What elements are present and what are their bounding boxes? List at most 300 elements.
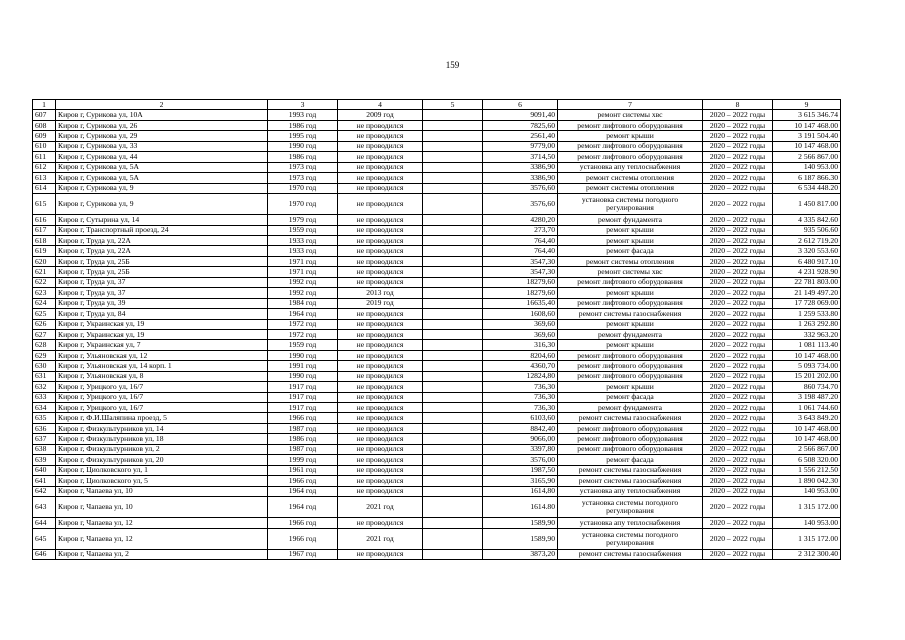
work-type-cell: ремонт системы газоснабжения [558, 549, 703, 559]
address-cell: Киров г, Сурикова ул, 9 [56, 183, 268, 193]
cost-cell: 1 061 744.60 [773, 403, 841, 413]
table-row [33, 309, 841, 319]
build-year-cell: 1917 год [268, 403, 338, 413]
col-5-cell [423, 215, 483, 225]
last-repair-year-cell: не проводился [338, 371, 423, 381]
last-repair-year-cell: не проводился [338, 131, 423, 141]
col-5-cell [423, 496, 483, 517]
col-5-cell [423, 319, 483, 329]
work-type-cell: установка апу теплоснабжения [558, 486, 703, 496]
table-row [33, 382, 841, 392]
cost-cell: 1 081 113.40 [773, 340, 841, 350]
address-cell: Киров г, Сурикова ул, 29 [56, 131, 268, 141]
address-cell: Киров г, Украинская ул, 19 [56, 319, 268, 329]
cost-cell: 3 198 487.20 [773, 392, 841, 402]
last-repair-year-cell: не проводился [338, 455, 423, 465]
period-cell: 2020 – 2022 годы [703, 382, 773, 392]
period-cell: 2020 – 2022 годы [703, 193, 773, 214]
col-5-cell [423, 382, 483, 392]
cost-cell: 2 312 300.40 [773, 549, 841, 559]
build-year-cell: 1992 год [268, 277, 338, 287]
period-cell: 2020 – 2022 годы [703, 173, 773, 183]
row-number-cell: 631 [33, 371, 56, 381]
table-row [33, 340, 841, 350]
build-year-cell: 1966 год [268, 476, 338, 486]
work-type-cell: ремонт крыши [558, 131, 703, 141]
col-5-cell [423, 152, 483, 162]
last-repair-year-cell: не проводился [338, 392, 423, 402]
table-row [33, 319, 841, 329]
area-cell: 3397,80 [483, 444, 558, 454]
address-cell: Киров г, Сурикова ул, 5А [56, 173, 268, 183]
last-repair-year-cell: не проводился [338, 120, 423, 130]
period-cell: 2020 – 2022 годы [703, 141, 773, 151]
cost-cell: 1 263 292.80 [773, 319, 841, 329]
row-number-cell: 636 [33, 423, 56, 433]
work-type-cell: ремонт системы отопления [558, 173, 703, 183]
area-cell: 3576,60 [483, 193, 558, 214]
work-type-cell: ремонт фасада [558, 455, 703, 465]
col-5-cell [423, 288, 483, 298]
table-row [33, 298, 841, 308]
area-cell: 9091,40 [483, 110, 558, 120]
work-type-cell: ремонт лифтового оборудования [558, 152, 703, 162]
area-cell: 1614.80 [483, 496, 558, 517]
period-cell: 2020 – 2022 годы [703, 215, 773, 225]
area-cell: 12824,80 [483, 371, 558, 381]
cost-cell: 2 612 719.20 [773, 236, 841, 246]
row-number-cell: 626 [33, 319, 56, 329]
work-type-cell: ремонт лифтового оборудования [558, 277, 703, 287]
last-repair-year-cell: не проводился [338, 350, 423, 360]
last-repair-year-cell: не проводился [338, 361, 423, 371]
area-cell: 369,60 [483, 329, 558, 339]
work-type-cell: ремонт фундамента [558, 403, 703, 413]
header-cell: 7 [558, 100, 703, 110]
table-row [33, 455, 841, 465]
area-cell: 3386,90 [483, 162, 558, 172]
table-row [33, 131, 841, 141]
col-5-cell [423, 173, 483, 183]
area-cell: 3714,50 [483, 152, 558, 162]
period-cell: 2020 – 2022 годы [703, 371, 773, 381]
last-repair-year-cell: не проводился [338, 329, 423, 339]
build-year-cell: 1917 год [268, 392, 338, 402]
work-type-cell: ремонт лифтового оборудования [558, 423, 703, 433]
last-repair-year-cell: не проводился [338, 267, 423, 277]
period-cell: 2020 – 2022 годы [703, 309, 773, 319]
cost-cell: 332 963.20 [773, 329, 841, 339]
row-number-cell: 623 [33, 288, 56, 298]
last-repair-year-cell: не проводился [338, 309, 423, 319]
table-row [33, 392, 841, 402]
period-cell: 2020 – 2022 годы [703, 518, 773, 528]
page-number: 159 [445, 60, 460, 70]
col-5-cell [423, 246, 483, 256]
period-cell: 2020 – 2022 годы [703, 246, 773, 256]
cost-cell: 3 191 504.40 [773, 131, 841, 141]
address-cell: Киров г, Чапаева ул, 12 [56, 518, 268, 528]
col-5-cell [423, 329, 483, 339]
work-type-cell: установка апу теплоснабжения [558, 162, 703, 172]
period-cell: 2020 – 2022 годы [703, 434, 773, 444]
col-5-cell [423, 423, 483, 433]
area-cell: 1589,90 [483, 528, 558, 549]
last-repair-year-cell: не проводился [338, 444, 423, 454]
area-cell: 16635,40 [483, 298, 558, 308]
cost-cell: 6 534 448.20 [773, 183, 841, 193]
last-repair-year-cell: не проводился [338, 382, 423, 392]
last-repair-year-cell: не проводился [338, 423, 423, 433]
row-number-cell: 614 [33, 183, 56, 193]
area-cell: 736,30 [483, 392, 558, 402]
area-cell: 1614,80 [483, 486, 558, 496]
area-cell: 1589,90 [483, 518, 558, 528]
table-row [33, 444, 841, 454]
address-cell: Киров г, Чапаева ул, 12 [56, 528, 268, 549]
work-type-cell: установка апу теплоснабжения [558, 518, 703, 528]
col-5-cell [423, 403, 483, 413]
table-row [33, 434, 841, 444]
row-number-cell: 619 [33, 246, 56, 256]
register-table [32, 99, 841, 560]
period-cell: 2020 – 2022 годы [703, 496, 773, 517]
work-type-cell: ремонт лифтового оборудования [558, 361, 703, 371]
period-cell: 2020 – 2022 годы [703, 225, 773, 235]
col-5-cell [423, 392, 483, 402]
address-cell: Киров г, Труда ул, 22А [56, 246, 268, 256]
row-number-cell: 617 [33, 225, 56, 235]
col-5-cell [423, 162, 483, 172]
last-repair-year-cell: не проводился [338, 277, 423, 287]
period-cell: 2020 – 2022 годы [703, 110, 773, 120]
col-5-cell [423, 549, 483, 559]
last-repair-year-cell: не проводился [338, 173, 423, 183]
last-repair-year-cell: не проводился [338, 403, 423, 413]
work-type-cell: ремонт системы хвс [558, 110, 703, 120]
address-cell: Киров г, Труда ул, 25Б [56, 256, 268, 266]
address-cell: Киров г, Чапаева ул, 2 [56, 549, 268, 559]
cost-cell: 935 506.60 [773, 225, 841, 235]
period-cell: 2020 – 2022 годы [703, 350, 773, 360]
work-type-cell: ремонт крыши [558, 319, 703, 329]
row-number-cell: 630 [33, 361, 56, 371]
header-cell: 5 [423, 100, 483, 110]
address-cell: Киров г, Физкультурников ул, 2 [56, 444, 268, 454]
area-cell: 3873,20 [483, 549, 558, 559]
build-year-cell: 1986 год [268, 434, 338, 444]
work-type-cell: ремонт системы газоснабжения [558, 476, 703, 486]
cost-cell: 17 728 069.00 [773, 298, 841, 308]
table-row [33, 277, 841, 287]
build-year-cell: 1972 год [268, 319, 338, 329]
area-cell: 3386,90 [483, 173, 558, 183]
address-cell: Киров г, Сурикова ул, 9 [56, 193, 268, 214]
last-repair-year-cell: не проводился [338, 340, 423, 350]
table-row [33, 141, 841, 151]
table-row [33, 528, 841, 549]
table-row [33, 152, 841, 162]
row-number-cell: 615 [33, 193, 56, 214]
area-cell: 6103,60 [483, 413, 558, 423]
address-cell: Киров г, Циолковского ул, 5 [56, 476, 268, 486]
table-row [33, 288, 841, 298]
area-cell: 4360,70 [483, 361, 558, 371]
build-year-cell: 1990 год [268, 371, 338, 381]
build-year-cell: 1964 год [268, 486, 338, 496]
col-5-cell [423, 518, 483, 528]
build-year-cell: 1971 год [268, 256, 338, 266]
row-number-cell: 632 [33, 382, 56, 392]
cost-cell: 1 556 212.50 [773, 465, 841, 475]
table-row [33, 476, 841, 486]
col-5-cell [423, 141, 483, 151]
work-type-cell: ремонт крыши [558, 288, 703, 298]
row-number-cell: 618 [33, 236, 56, 246]
row-number-cell: 641 [33, 476, 56, 486]
table-row [33, 350, 841, 360]
col-5-cell [423, 110, 483, 120]
work-type-cell: ремонт крыши [558, 225, 703, 235]
last-repair-year-cell: не проводился [338, 486, 423, 496]
area-cell: 316,30 [483, 340, 558, 350]
area-cell: 4280,20 [483, 215, 558, 225]
build-year-cell: 1973 год [268, 162, 338, 172]
col-5-cell [423, 476, 483, 486]
row-number-cell: 613 [33, 173, 56, 183]
last-repair-year-cell: не проводился [338, 162, 423, 172]
area-cell: 2561,40 [483, 131, 558, 141]
address-cell: Киров г, Урицкого ул, 16/7 [56, 403, 268, 413]
work-type-cell: установка системы погодного регулирования [558, 193, 703, 214]
period-cell: 2020 – 2022 годы [703, 319, 773, 329]
build-year-cell: 1971 год [268, 267, 338, 277]
build-year-cell: 1933 год [268, 246, 338, 256]
period-cell: 2020 – 2022 годы [703, 549, 773, 559]
col-5-cell [423, 277, 483, 287]
last-repair-year-cell: не проводился [338, 434, 423, 444]
cost-cell: 2 566 867.00 [773, 152, 841, 162]
row-number-cell: 638 [33, 444, 56, 454]
col-5-cell [423, 455, 483, 465]
period-cell: 2020 – 2022 годы [703, 361, 773, 371]
row-number-cell: 622 [33, 277, 56, 287]
col-5-cell [423, 267, 483, 277]
table-row [33, 518, 841, 528]
header-row [33, 100, 841, 110]
area-cell: 764,40 [483, 236, 558, 246]
area-cell: 273,70 [483, 225, 558, 235]
work-type-cell: ремонт системы газоснабжения [558, 465, 703, 475]
last-repair-year-cell: не проводился [338, 152, 423, 162]
period-cell: 2020 – 2022 годы [703, 340, 773, 350]
col-5-cell [423, 256, 483, 266]
area-cell: 1608,60 [483, 309, 558, 319]
period-cell: 2020 – 2022 годы [703, 183, 773, 193]
build-year-cell: 1966 год [268, 528, 338, 549]
period-cell: 2020 – 2022 годы [703, 413, 773, 423]
cost-cell: 860 734.70 [773, 382, 841, 392]
col-5-cell [423, 183, 483, 193]
table-row [33, 549, 841, 559]
build-year-cell: 1995 год [268, 131, 338, 141]
row-number-cell: 609 [33, 131, 56, 141]
work-type-cell: ремонт лифтового оборудования [558, 444, 703, 454]
row-number-cell: 610 [33, 141, 56, 151]
table-row [33, 193, 841, 214]
last-repair-year-cell: не проводился [338, 225, 423, 235]
work-type-cell: ремонт лифтового оборудования [558, 141, 703, 151]
cost-cell: 1 315 172.00 [773, 528, 841, 549]
col-5-cell [423, 434, 483, 444]
row-number-cell: 645 [33, 528, 56, 549]
col-5-cell [423, 361, 483, 371]
period-cell: 2020 – 2022 годы [703, 277, 773, 287]
cost-cell: 10 147 468.00 [773, 141, 841, 151]
header-cell: 2 [56, 100, 268, 110]
address-cell: Киров г, Труда ул, 84 [56, 309, 268, 319]
address-cell: Киров г, Ульяновская ул, 12 [56, 350, 268, 360]
table-row [33, 225, 841, 235]
build-year-cell: 1959 год [268, 225, 338, 235]
table-row [33, 120, 841, 130]
last-repair-year-cell: не проводился [338, 413, 423, 423]
cost-cell: 21 149 497.20 [773, 288, 841, 298]
cost-cell: 10 147 468.00 [773, 350, 841, 360]
table-row [33, 267, 841, 277]
address-cell: Киров г, Ульяновская ул, 14 корп. 1 [56, 361, 268, 371]
build-year-cell: 1964 год [268, 309, 338, 319]
period-cell: 2020 – 2022 годы [703, 288, 773, 298]
last-repair-year-cell: не проводился [338, 236, 423, 246]
last-repair-year-cell: 2021 год [338, 496, 423, 517]
build-year-cell: 1979 год [268, 215, 338, 225]
build-year-cell: 1966 год [268, 413, 338, 423]
period-cell: 2020 – 2022 годы [703, 403, 773, 413]
period-cell: 2020 – 2022 годы [703, 444, 773, 454]
cost-cell: 1 259 533.80 [773, 309, 841, 319]
period-cell: 2020 – 2022 годы [703, 528, 773, 549]
work-type-cell: ремонт системы отопления [558, 256, 703, 266]
last-repair-year-cell: 2019 год [338, 298, 423, 308]
table-row [33, 413, 841, 423]
col-5-cell [423, 465, 483, 475]
last-repair-year-cell: не проводился [338, 476, 423, 486]
last-repair-year-cell: не проводился [338, 549, 423, 559]
col-5-cell [423, 236, 483, 246]
table-row [33, 162, 841, 172]
row-number-cell: 612 [33, 162, 56, 172]
table-row [33, 110, 841, 120]
cost-cell: 10 147 468.00 [773, 434, 841, 444]
work-type-cell: ремонт лифтового оборудования [558, 371, 703, 381]
work-type-cell: ремонт лифтового оборудования [558, 350, 703, 360]
last-repair-year-cell: не проводился [338, 246, 423, 256]
cost-cell: 6 187 866.30 [773, 173, 841, 183]
row-number-cell: 616 [33, 215, 56, 225]
area-cell: 3547,30 [483, 267, 558, 277]
period-cell: 2020 – 2022 годы [703, 162, 773, 172]
work-type-cell: ремонт лифтового оборудования [558, 120, 703, 130]
work-type-cell: ремонт системы отопления [558, 183, 703, 193]
table-row [33, 173, 841, 183]
col-5-cell [423, 225, 483, 235]
work-type-cell: ремонт лифтового оборудования [558, 434, 703, 444]
col-5-cell [423, 444, 483, 454]
last-repair-year-cell: не проводился [338, 319, 423, 329]
area-cell: 1987,50 [483, 465, 558, 475]
cost-cell: 1 315 172.00 [773, 496, 841, 517]
build-year-cell: 1986 год [268, 120, 338, 130]
row-number-cell: 611 [33, 152, 56, 162]
last-repair-year-cell: 2013 год [338, 288, 423, 298]
col-5-cell [423, 413, 483, 423]
col-5-cell [423, 120, 483, 130]
address-cell: Киров г, Труда ул, 22А [56, 236, 268, 246]
table-row [33, 329, 841, 339]
header-cell: 9 [773, 100, 841, 110]
row-number-cell: 624 [33, 298, 56, 308]
work-type-cell: ремонт системы хвс [558, 267, 703, 277]
cost-cell: 10 147 468.00 [773, 120, 841, 130]
table-row [33, 215, 841, 225]
cost-cell: 140 953.00 [773, 486, 841, 496]
work-type-cell: ремонт крыши [558, 236, 703, 246]
cost-cell: 3 320 553.60 [773, 246, 841, 256]
period-cell: 2020 – 2022 годы [703, 392, 773, 402]
work-type-cell: ремонт крыши [558, 382, 703, 392]
address-cell: Киров г, Сурикова ул, 33 [56, 141, 268, 151]
table-row [33, 246, 841, 256]
period-cell: 2020 – 2022 годы [703, 423, 773, 433]
build-year-cell: 1987 год [268, 423, 338, 433]
work-type-cell: ремонт фасада [558, 392, 703, 402]
area-cell: 8842,40 [483, 423, 558, 433]
col-5-cell [423, 528, 483, 549]
cost-cell: 6 508 320.00 [773, 455, 841, 465]
build-year-cell: 1966 год [268, 518, 338, 528]
build-year-cell: 1991 год [268, 361, 338, 371]
table-row [33, 236, 841, 246]
row-number-cell: 643 [33, 496, 56, 517]
address-cell: Киров г, Физкультурников ул, 14 [56, 423, 268, 433]
table-row [33, 486, 841, 496]
table-row [33, 403, 841, 413]
row-number-cell: 635 [33, 413, 56, 423]
area-cell: 18279,60 [483, 277, 558, 287]
work-type-cell: ремонт системы газоснабжения [558, 413, 703, 423]
address-cell: Киров г, Урицкого ул, 16/7 [56, 392, 268, 402]
build-year-cell: 1990 год [268, 350, 338, 360]
row-number-cell: 607 [33, 110, 56, 120]
last-repair-year-cell: не проводился [338, 518, 423, 528]
area-cell: 3165,90 [483, 476, 558, 486]
row-number-cell: 639 [33, 455, 56, 465]
build-year-cell: 1972 год [268, 329, 338, 339]
period-cell: 2020 – 2022 годы [703, 152, 773, 162]
row-number-cell: 644 [33, 518, 56, 528]
row-number-cell: 629 [33, 350, 56, 360]
build-year-cell: 1917 год [268, 382, 338, 392]
build-year-cell: 1990 год [268, 141, 338, 151]
build-year-cell: 1970 год [268, 183, 338, 193]
address-cell: Киров г, Физкультурников ул, 18 [56, 434, 268, 444]
area-cell: 3576,00 [483, 455, 558, 465]
area-cell: 9779,00 [483, 141, 558, 151]
header-cell: 3 [268, 100, 338, 110]
build-year-cell: 1987 год [268, 444, 338, 454]
work-type-cell: ремонт системы газоснабжения [558, 309, 703, 319]
